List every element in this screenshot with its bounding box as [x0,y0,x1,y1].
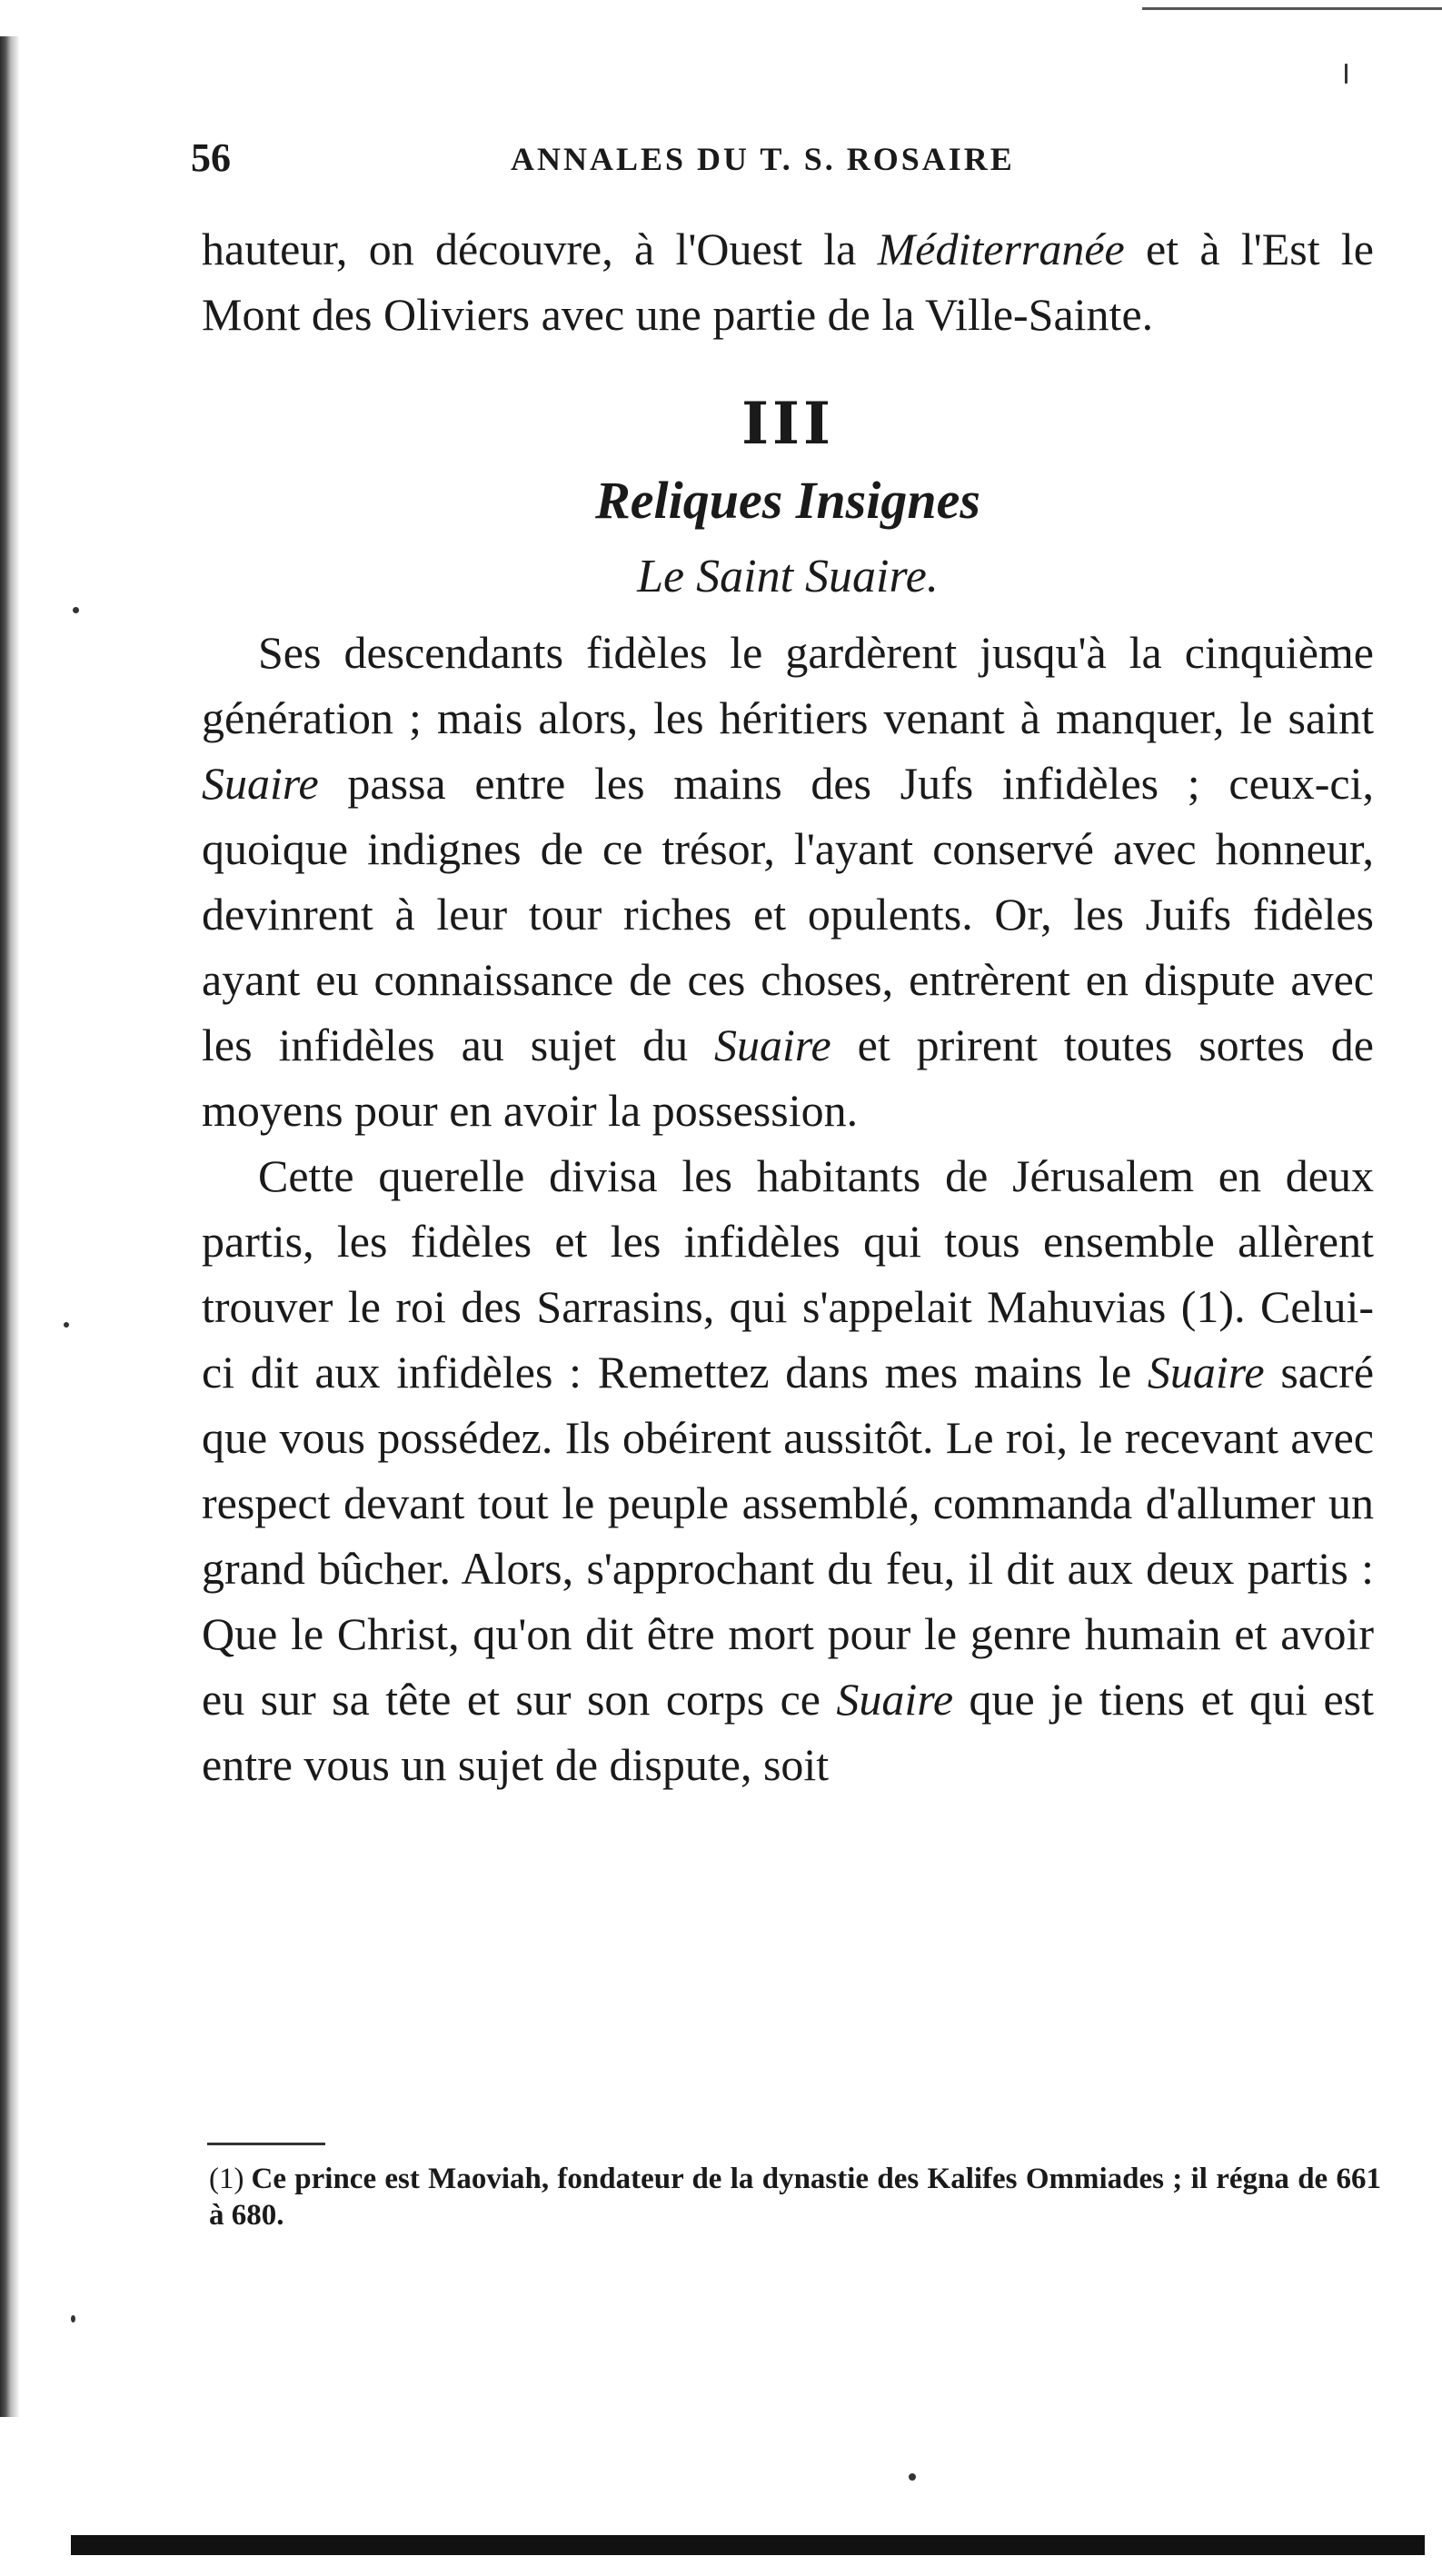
ink-speck [71,2315,75,2322]
italic-word: Suaire [714,1019,831,1070]
binding-shadow [0,36,20,2417]
footnote [209,2161,1381,2233]
section-title: Reliques Insignes [595,471,980,530]
footnote-rule [207,2143,325,2145]
italic-word: Suaire [1147,1347,1265,1397]
text-run: et prirent toutes sortes de moyens pour en avoir la possession. [202,1019,1374,1136]
italic-word: Suaire [836,1674,954,1725]
text-run: que je tiens et qui est entre vous un sujet de dispute, soit [202,1674,1374,1790]
text-run: et à l'Est le Mont des Oliviers avec une partie de la Ville-Sainte. [202,224,1374,340]
italic-word: Méditerranée [877,224,1125,274]
text-run: Ses descendants fidèles le gardèrent jusqu'à la cinquième génération ; mais alors, les héritiers venant à manquer, le saint [202,627,1374,743]
main-text [202,216,1374,1797]
paragraph-3 [202,1143,1374,1797]
opening-paragraph [202,216,1374,347]
ink-speck [909,2473,916,2481]
running-title: ANNALES DU T. S. ROSAIRE [511,141,1015,177]
footnote-text: Ce prince est Maoviah, fondateur de la dynastie des Kalifes Ommiades ; il régna de 661 à 680. [209,2163,1381,2232]
text-run: sacré que vous possédez. Ils obéirent aussitôt. Le roi, le recevant avec respect devant tout le peuple assemblé, commanda d'allumer un grand bûcher. Alors, s'approchant du feu, il dit aux deux partis : Que le Christ, qu'on dit être mort pour le genre humain et avoir eu sur sa tête et sur son corps ce [202,1347,1375,1725]
ink-speck [1345,64,1348,84]
ink-speck [73,607,79,613]
text-run: passa entre les mains des Jufs infidèles ; ceux-ci, quoique indignes de ce trésor, l'ayant conservé avec honneur, devinrent à leur tour riches et opulents. Or, les Juifs fidèles ayant eu connaissance de ces choses, entrèrent en dispute avec les infidèles au sujet du [202,758,1374,1070]
text-run: hauteur, on découvre, à l'Ouest la [202,224,878,274]
section-subtitle: Le Saint Suaire. [637,551,939,602]
ink-speck [64,1322,69,1328]
footnote-marker: (1) [209,2163,244,2195]
section-number: III [741,390,834,458]
running-head [191,134,1372,189]
italic-word: Suaire [202,758,319,809]
paragraph-2 [202,620,1374,1143]
bottom-scan-bar [71,2535,1425,2555]
top-rule [1142,7,1442,10]
text-run: Cette querelle divisa les habitants de Jérusalem en deux partis, les fidèles et les infidèles qui tous ensemble allèrent trouver le roi des Sarrasins, qui s'appelait Mahuvias (1). Celui-ci dit aux infidèles : Remettez dans mes mains le [202,1150,1374,1397]
page-number: 56 [191,135,231,180]
